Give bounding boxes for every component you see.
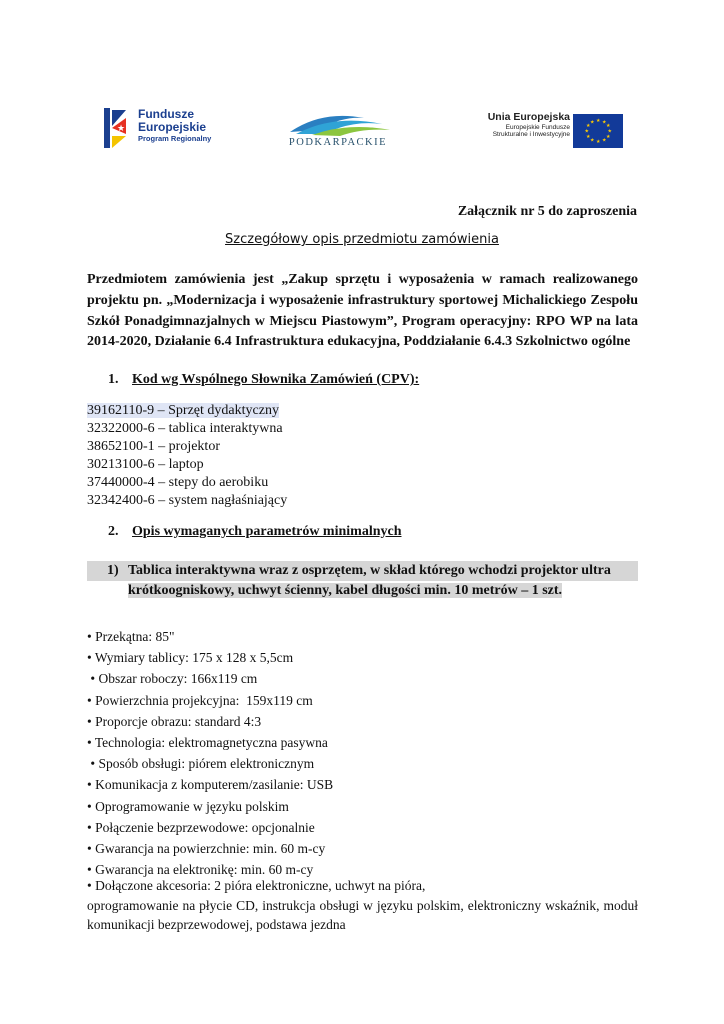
annex-label: Załącznik nr 5 do zaproszenia <box>457 204 637 219</box>
item-1-line1: Tablica interaktywna wraz z osprzętem, w skład którego wchodzi projektor ultra <box>128 563 611 578</box>
svg-text:★: ★ <box>584 128 589 135</box>
cpv-item: 37440000-4 – stepy do aerobiku <box>87 475 269 490</box>
svg-text:★: ★ <box>602 119 607 126</box>
svg-text:★: ★ <box>596 139 601 145</box>
spec-item: • Oprogramowanie w języku polskim <box>87 798 289 814</box>
item-1-marker: 1) <box>107 563 119 578</box>
cpv-item: 30213100-6 – laptop <box>87 457 204 472</box>
fe-line3: Program Regionalny <box>138 134 212 144</box>
item-1-heading <box>87 561 638 601</box>
section-2-heading <box>108 524 402 540</box>
svg-text:★: ★ <box>586 134 591 140</box>
spec-item: • Gwarancja na elektronikę: min. 60 m-cy <box>87 862 314 878</box>
svg-text:★: ★ <box>117 124 126 134</box>
fe-line2: Europejskie <box>138 119 207 134</box>
cpv-item: 39162110-9 – Sprzęt dydaktyczny <box>87 403 279 418</box>
section-1-label: Kod wg Wspólnego Słownika Zamówień (CPV): <box>132 372 420 387</box>
ue-line1: Unia Europejska <box>487 111 570 123</box>
spec-item: • Przekątna: 85" <box>87 629 175 644</box>
logo-podkarpackie <box>282 108 394 152</box>
svg-text:★: ★ <box>606 123 611 129</box>
accessories-paragraph <box>87 876 638 935</box>
svg-text:★: ★ <box>590 137 595 144</box>
svg-text:★: ★ <box>590 119 595 126</box>
spec-list <box>87 626 638 880</box>
cpv-item: 32342400-6 – system nagłaśniający <box>87 493 288 508</box>
spec-item: • Sposób obsługi: piórem elektronicznym <box>87 756 315 772</box>
logo-unia-europejska <box>480 112 625 152</box>
cpv-item: 38652100-1 – projektor <box>87 439 220 454</box>
spec-item: • Wymiary tablicy: 175 x 128 x 5,5cm <box>87 650 294 666</box>
svg-text:★: ★ <box>596 118 601 124</box>
page-title: Szczegółowy opis przedmiotu zamówienia <box>225 232 499 247</box>
svg-text:★: ★ <box>607 128 612 135</box>
item-1-line2: krótkoogniskowy, uchwyt ścienny, kabel długości min. 10 metrów – 1 szt. <box>128 583 563 598</box>
logo-fundusze-europejskie <box>104 104 234 154</box>
spec-item: • Powierzchnia projekcyjna: 159x119 cm <box>87 692 313 708</box>
svg-text:★: ★ <box>606 134 611 140</box>
fundusze-europejskie-emblem-icon <box>104 104 134 150</box>
spec-item: • Połączenie bezprzewodowe: opcjonalnie <box>87 819 315 835</box>
fe-line1: Fundusze <box>138 107 194 121</box>
podkarpackie-hills-icon <box>282 108 394 136</box>
spec-item: • Technologia: elektromagnetyczna pasywna <box>87 734 328 750</box>
spec-item: • Obszar roboczy: 166x119 cm <box>87 671 258 687</box>
cpv-item: 32322000-6 – tablica interaktywna <box>87 421 283 436</box>
svg-text:★: ★ <box>602 137 607 144</box>
section-2-number: 2. <box>108 524 119 539</box>
accessories-line2: oprogramowanie na płycie CD, instrukcja obsługi w języku polskim, elektroniczny wskaźnik, moduł komunikacji bezprzewodowej, podstawa jezdna <box>87 897 638 932</box>
spec-item: • Gwarancja na powierzchnie: min. 60 m-cy <box>87 840 326 856</box>
eu-flag-icon <box>573 114 623 148</box>
cpv-list <box>87 402 287 510</box>
section-1-heading <box>108 372 419 388</box>
ue-line3: Strukturalne i Inwestycyjne <box>492 130 570 138</box>
accessories-line1: • Dołączone akcesoria: 2 pióra elektroniczne, uchwyt na pióra, <box>87 878 426 893</box>
section-2-label: Opis wymaganych parametrów minimalnych <box>132 524 402 539</box>
svg-text:★: ★ <box>586 123 591 129</box>
spec-item: • Komunikacja z komputerem/zasilanie: USB <box>87 777 334 793</box>
intro-paragraph: Przedmiotem zamówienia jest „Zakup sprzętu i wyposażenia w ramach realizowanego projektu pn. „Modernizacja i wyposażenie infrastruktury sportowej Michalickiego Zespołu Szkół Ponadgimnazjalnych w Miejscu Piastowym”, Program operacyjny: RPO WP na lata 2014-2020, Działanie 6.4 Infrastruktura edukacyjna, Poddziałanie 6.4.3 Szkolnictwo ogólne <box>87 272 638 350</box>
section-1-number: 1. <box>108 372 119 387</box>
ue-line2: Europejskie Fundusze <box>505 123 570 131</box>
podkarpackie-name: PODKARPACKIE <box>288 137 388 148</box>
spec-item: • Proporcje obrazu: standard 4:3 <box>87 713 262 729</box>
